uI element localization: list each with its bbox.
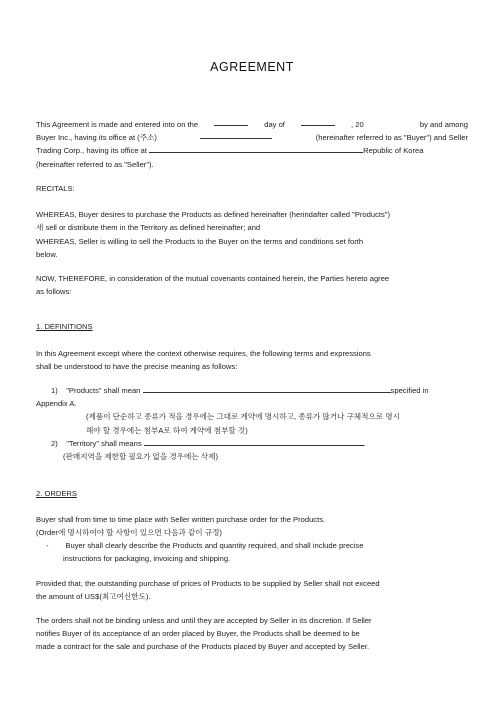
definitions-intro: In this Agreement except where the context otherwise requires, the following terms and expressions shall be understood to have the precise meaning as follows: xyxy=(36,349,371,372)
seller-address-blank xyxy=(149,145,363,153)
intro-line-4: (hereinafter referred to as "Seller"). xyxy=(36,159,154,169)
buyer-address-blank xyxy=(200,131,272,139)
intro-line-2: Buyer Inc., having its office at (주소) (hereinafter referred to as "Buyer") and Seller xyxy=(36,133,468,143)
section-definitions-heading: 1. DEFINITIONS xyxy=(36,322,93,331)
intro-paragraph xyxy=(36,118,468,171)
orders-bullet: - Buyer shall clearly describe the Products and quantity required, and shall include precise instructions for packaging, invoicing and shipping. xyxy=(46,541,364,564)
orders-paragraph-3: The orders shall not be binding unless and until they are accepted by Seller in its discretion. If Seller notifies Buyer of its acceptance of an order placed by Buyer, the Products shall be deemed to be made a contract for the sale and purchase of the Products placed by Buyer and accepted by Seller. xyxy=(36,616,372,652)
now-therefore-paragraph: NOW, THEREFORE, in consideration of the mutual covenants contained herein, the Parties hereto agree as follows: xyxy=(36,274,390,297)
bullet-dash: - xyxy=(46,541,49,550)
products-definition-blank xyxy=(143,385,391,393)
orders-paragraph-2: Provided that, the outstanding purchase of prices of Products to be supplied by Seller shall not exceed the amount of US$(최고여신한도). xyxy=(36,579,380,602)
definition-item-products: 1) "Products" shall mean specified in Appendix A. (제품이 단순하고 종류가 적을 경우에는 그대로 계약에 명시하고, 종류가 많거나 구체적으로 명시 해야 할 경우에는 첨부A로 하여 계약에 첨부할 것) xyxy=(36,386,429,435)
intro-line-1: This Agreement is made and entered into on the day of , 20 by and among xyxy=(36,120,468,129)
section-orders-heading: 2. ORDERS xyxy=(36,489,77,498)
document-title: AGREEMENT xyxy=(210,60,294,74)
whereas-seller: WHEREAS, Seller is willing to sell the Products to the Buyer on the terms and conditions set forth below. xyxy=(36,237,364,260)
recitals-label: RECITALS: xyxy=(36,184,75,193)
definition-item-territory: 2) "Territory" shall means . (판매지역을 제한할 필요가 없을 경우에는 삭제) xyxy=(51,439,366,462)
date-day-blank xyxy=(214,118,248,126)
territory-definition-blank xyxy=(144,438,364,446)
orders-paragraph-1: Buyer shall from time to time place with Seller written purchase order for the Products. (Order에 명시하여야 할 사항이 있으면 다음과 같이 규정) xyxy=(36,515,326,538)
date-month-blank xyxy=(301,118,335,126)
intro-line-3: Trading Corp., having its office at Republic of Korea xyxy=(36,146,424,156)
whereas-buyer: WHEREAS, Buyer desires to purchase the Products as defined hereinafter (herindafter called "Products") 새 sell or distribute them in the Territory as defined hereinafter; and xyxy=(36,210,391,233)
